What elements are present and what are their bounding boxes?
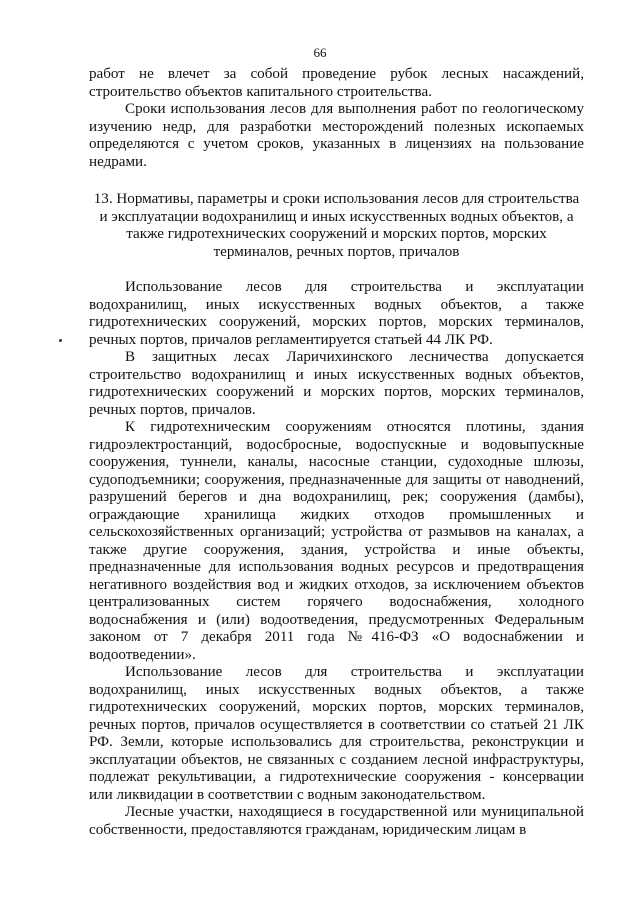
paragraph-usage-article-21: Использование лесов для строительства и эксплуатации водохранилищ, иных искусственных водных объектов, а также гидротехнических сооружений, морских портов, морских терминалов, речных портов, причалов осуществляется в соответствии со статьей 21 ЛК РФ. Земли, которые использовались для строительства, реконструкции и эксплуатации объектов, не связанных с созданием лесной инфраструктуры, подлежат рекультивации, а гидротехнические сооружения - консервации или ликвидации в соответствии с водным законодательством. [89,664,584,803]
paragraph-land-plots: Лесные участки, находящиеся в государственной или муниципальной собственности, предоставляются гражданам, юридическим лицам в [89,804,584,838]
margin-mark [59,339,62,342]
paragraph-geology-terms: Сроки использования лесов для выполнения работ по геологическому изучению недр, для разработки месторождений полезных ископаемых определяются с учетом сроков, указанных в лицензиях на пользование недрами. [89,101,584,170]
paragraph-usage-regulation: Использование лесов для строительства и эксплуатации водохранилищ, иных искусственных водных объектов, а также гидротехнических сооружений, морских портов, морских терминалов, речных портов, причалов регламентируется статьей 44 ЛК РФ. [89,279,584,348]
paragraph-protective-forests: В защитных лесах Ларичихинского лесничества допускается строительство водохранилищ и иных искусственных водных объектов, гидротехнических сооружений и морских портов, морских терминалов, речных портов, причалов. [89,349,584,418]
page-content [89,66,584,839]
paragraph-continuation: работ не влечет за собой проведение рубок лесных насаждений, строительство объектов капитального строительства. [89,66,584,100]
page-number: 66 [313,45,327,60]
paragraph-hydro-structures: К гидротехническим сооружениям относятся плотины, здания гидроэлектростанций, водосбросные, водоспускные и водовыпускные сооружения, туннели, каналы, насосные станции, судоходные шлюзы, судоподъемники; сооружения, предназначенные для защиты от наводнений, разрушений берегов и дна водохранилищ, рек; сооружения (дамбы), ограждающие хранилища жидких отходов промышленных и сельскохозяйственных организаций; устройства от размывов на каналах, а также другие сооружения, здания, устройства и иные объекты, предназначенные для использования водных ресурсов и предотвращения негативного воздействия вод и жидких отходов, за исключением объектов централизованных систем горячего водоснабжения, холодного водоснабжения и (или) водоотведения, предусмотренных Федеральным законом от 7 декабря 2011 года №416-ФЗ «О водоснабжении и водоотведении». [89,419,584,663]
section-heading: 13. Нормативы, параметры и сроки использования лесов для строительства и эксплуатации водохранилищ и иных искусственных водных объектов, а также гидротехнических сооружений и морских портов, морских терминалов, речных портов, причалов [93,191,580,260]
